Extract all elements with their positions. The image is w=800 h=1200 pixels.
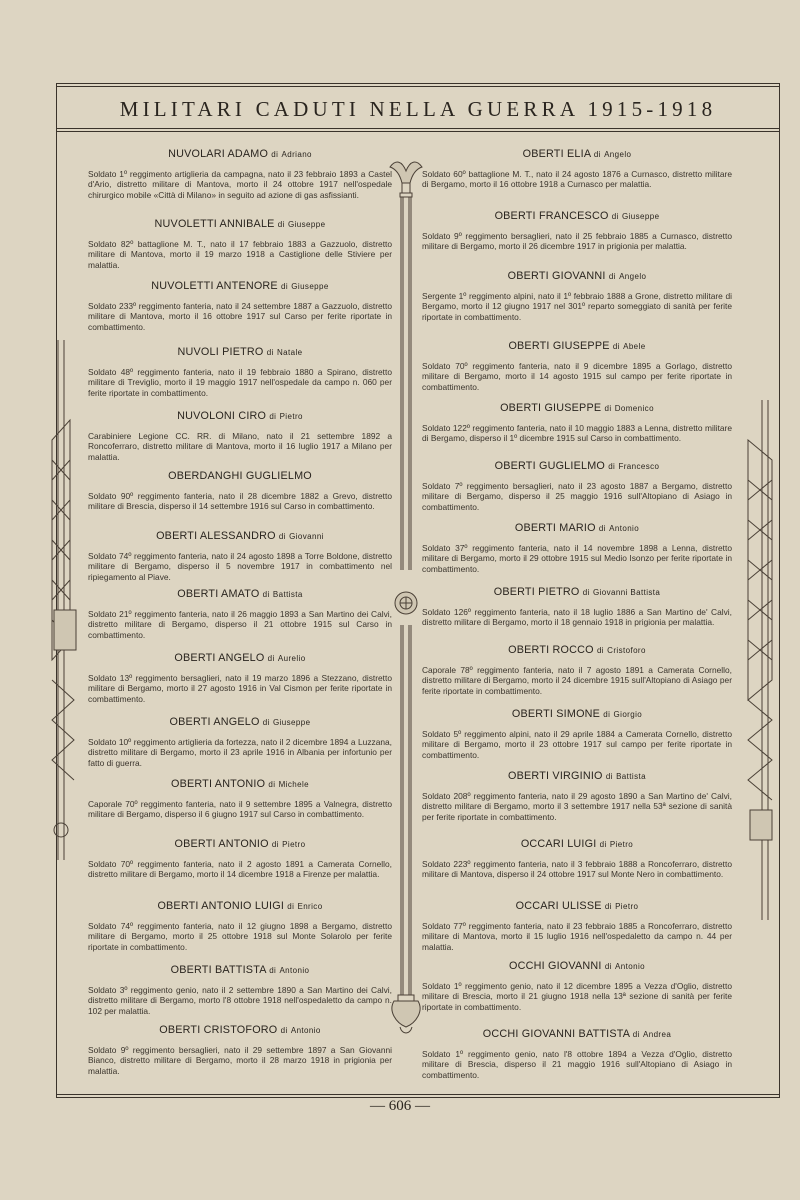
entry-name: OCCHI GIOVANNI di Antonio xyxy=(509,960,645,972)
entry xyxy=(88,470,392,512)
entry-name: OBERTI ANTONIO di Pietro xyxy=(174,838,306,850)
entry xyxy=(88,588,392,640)
entry-text: Soldato 9º reggimento bersaglieri, nato il 29 settembre 1897 a San Giovanni Bianco, distretto militare di Bergamo, morto il 28 marzo 1918 in prigionia per malattia. xyxy=(88,1045,392,1076)
entry xyxy=(422,210,732,252)
entry-name: OBERTI SIMONE di Giorgio xyxy=(511,708,643,720)
entry-name: OBERDANGHI GUGLIELMO xyxy=(168,470,312,482)
entry-name: OBERTI ANGELO di Aurelio xyxy=(174,652,306,664)
entry-text: Soldato 10º reggimento artiglieria da fortezza, nato il 2 dicembre 1894 a Luzzana, distretto militare di Bergamo, morto il 23 aprile 1916 in Albania per infortunio per fatto di guerra. xyxy=(88,737,392,768)
entry xyxy=(88,652,392,704)
footer-rule xyxy=(56,1094,780,1095)
central-column-ornament xyxy=(386,155,426,1055)
entry-name: OBERTI GIUSEPPE di Domenico xyxy=(500,402,654,414)
entry-name: OCCARI ULISSE di Pietro xyxy=(515,900,639,912)
entry xyxy=(422,522,732,574)
entry xyxy=(422,586,732,628)
entry-name: NUVOLETTI ANTENORE di Giuseppe xyxy=(151,280,329,292)
right-trophy-ornament xyxy=(742,400,776,920)
entry xyxy=(88,838,392,880)
left-trophy-ornament xyxy=(50,340,80,860)
entry-text: Soldato 82º battaglione M. T., nato il 17 febbraio 1883 a Gazzuolo, distretto militare di Mantova, morto il 19 marzo 1918 a Castiglione delle Stiviere per malattia. xyxy=(88,239,392,270)
entry-text: Soldato 122º reggimento fanteria, nato il 10 maggio 1883 a Lenna, distretto militare di Bergamo, disperso il 1º dicembre 1915 sul Carso in combattimento. xyxy=(422,423,732,444)
entry-name: NUVOLONI CIRO di Pietro xyxy=(177,410,303,422)
entry xyxy=(422,402,732,444)
entry-name: OBERTI GIOVANNI di Angelo xyxy=(507,270,647,282)
entry-name: OCCHI GIOVANNI BATTISTA di Andrea xyxy=(482,1028,672,1040)
entry-name: OBERTI ANTONIO LUIGI di Enrico xyxy=(157,900,323,912)
entry-text: Soldato 233º reggimento fanteria, nato il 24 settembre 1887 a Gazzuolo, distretto militare di Mantova, morto il 16 ottobre 1917 sul Carso per ferite riportate in combattimento. xyxy=(88,301,392,332)
entry-text: Soldato 208º reggimento fanteria, nato il 29 agosto 1890 a San Martino de' Calvi, distretto militare di Bergamo, morto il 3 settembre 1917 nella 53ª sezione di sanità per ferite riportate in combattimento. xyxy=(422,791,732,822)
entry-name: OBERTI GUGLIELMO di Francesco xyxy=(494,460,660,472)
entry-text: Soldato 3º reggimento genio, nato il 2 settembre 1890 a San Martino dei Calvi, distretto militare di Bergamo, morto l'8 ottobre 1918 nell'ospedaletto da campo n. 102 per malattia. xyxy=(88,985,392,1016)
entry-text: Soldato 5º reggimento alpini, nato il 29 aprile 1884 a Camerata Cornello, distretto militare di Bergamo, morto il 23 ottobre 1917 sul campo per ferite riportate in combattimento. xyxy=(422,729,732,760)
entry-text: Soldato 70º reggimento fanteria, nato il 9 dicembre 1895 a Gorlago, distretto militare di Bergamo, morto il 14 agosto 1915 sul campo per ferite riportate in combattimento. xyxy=(422,361,732,392)
entry-text: Caporale 78º reggimento fanteria, nato il 7 agosto 1891 a Camerata Cornello, distretto militare di Bergamo, morto il 24 dicembre 1915 sull'Altopiano di Asiago per ferite riportate in combattimento. xyxy=(422,665,732,696)
entry-text: Soldato 7º reggimento bersaglieri, nato il 23 agosto 1887 a Bergamo, distretto militare di Bergamo, disperso il 25 maggio 1916 sull'Altopiano di Asiago in combattimento. xyxy=(422,481,732,512)
entry-text: Carabiniere Legione CC. RR. di Milano, nato il 21 settembre 1892 a Roncoferraro, distretto militare di Mantova, morto il 16 luglio 1917 a Milano per malattia. xyxy=(88,431,392,462)
entry-name: OBERTI ELIA di Angelo xyxy=(522,148,632,160)
entry-name: NUVOLARI ADAMO di Adriano xyxy=(168,148,312,160)
entry-text: Soldato 37º reggimento fanteria, nato il 14 novembre 1898 a Lenna, distretto militare di Bergamo, morto il 29 ottobre 1915 sul Medio Isonzo per ferite riportate in combattimento. xyxy=(422,543,732,574)
entry-name: OCCARI LUIGI di Pietro xyxy=(520,838,634,850)
entry-text: Soldato 223º reggimento fanteria, nato il 3 febbraio 1888 a Roncoferraro, distretto militare di Mantova, disperso il 24 ottobre 1917 sul Monte Nero in combattimento. xyxy=(422,859,732,880)
entry xyxy=(88,410,392,462)
entry-text: Soldato 74º reggimento fanteria, nato il 12 giugno 1898 a Bergamo, distretto militare di Bergamo, morto il 25 ottobre 1918 sul Monte Solarolo per ferite riportate in combattimento. xyxy=(88,921,392,952)
entry-text: Soldato 48º reggimento fanteria, nato il 19 febbraio 1880 a Spirano, distretto militare di Treviglio, morto il 19 maggio 1917 nell'ospedale da campo n. 060 per ferite riportate in combattimento. xyxy=(88,367,392,398)
entry xyxy=(88,346,392,398)
entry-text: Soldato 126º reggimento fanteria, nato il 18 luglio 1886 a San Martino de' Calvi, distretto militare di Bergamo, morto il 18 gennaio 1918 in prigionia per malattia. xyxy=(422,607,732,628)
page-number: — 606 — xyxy=(370,1098,430,1114)
entry-name: OBERTI ANTONIO di Michele xyxy=(170,778,309,790)
entry xyxy=(88,280,392,332)
entry xyxy=(88,1024,392,1076)
entry xyxy=(422,644,732,696)
entry-text: Sergente 1º reggimento alpini, nato il 1º febbraio 1888 a Grone, distretto militare di Bergamo, morto il 12 giugno 1917 nel 301º reparto someggiato di sanità per ferite riportate in combattimento. xyxy=(422,291,732,322)
entry xyxy=(88,218,392,270)
entry-text: Soldato 9º reggimento bersaglieri, nato il 25 febbraio 1885 a Curnasco, distretto militare di Bergamo, morto il 26 dicembre 1917 in prigionia per malattia. xyxy=(422,231,732,252)
entry xyxy=(88,148,392,200)
entry xyxy=(88,900,392,952)
entry-name: OBERTI VIRGINIO di Battista xyxy=(508,770,646,782)
entry-text: Soldato 13º reggimento bersaglieri, nato il 19 marzo 1896 a Stezzano, distretto militare di Bergamo, morto il 27 agosto 1916 in Val Cismon per ferite riportate in combattimento. xyxy=(88,673,392,704)
entry xyxy=(88,530,392,582)
entry-text: Soldato 70º reggimento fanteria, nato il 2 agosto 1891 a Camerata Cornello, distretto militare di Bergamo, morto il 14 dicembre 1918 a Firenze per malattia. xyxy=(88,859,392,880)
entry xyxy=(422,270,732,322)
entry xyxy=(88,778,392,820)
entry-name: OBERTI ROCCO di Cristoforo xyxy=(508,644,646,656)
entry-name: OBERTI FRANCESCO di Giuseppe xyxy=(494,210,660,222)
entry-name: OBERTI PIETRO di Giovanni Battista xyxy=(493,586,661,598)
entry-name: OBERTI CRISTOFORO di Antonio xyxy=(159,1024,321,1036)
entry xyxy=(422,838,732,880)
entry-name: NUVOLI PIETRO di Natale xyxy=(177,346,303,358)
frame-top-rule xyxy=(56,83,780,87)
entry xyxy=(422,900,732,952)
entry-text: Soldato 21º reggimento fanteria, nato il 26 maggio 1893 a San Martino dei Calvi, distretto militare di Bergamo, disperso il 21 ottobre 1915 sul Carso in combattimento. xyxy=(88,609,392,640)
page-header xyxy=(56,90,780,129)
page-title: MILITARI CADUTI NELLA GUERRA 1915-1918 xyxy=(119,96,717,121)
entry-text: Soldato 74º reggimento fanteria, nato il 24 agosto 1898 a Torre Boldone, distretto militare di Bergamo, disperso il 5 novembre 1917 in combattimento nel ripiegamento al Piave. xyxy=(88,551,392,582)
entry-name: OBERTI GIUSEPPE di Abele xyxy=(508,340,646,352)
entry-name: OBERTI ALESSANDRO di Giovanni xyxy=(156,530,324,542)
entry xyxy=(422,148,732,190)
entry-name: OBERTI AMATO di Battista xyxy=(177,588,303,600)
entry xyxy=(422,460,732,512)
entry-name: NUVOLETTI ANNIBALE di Giuseppe xyxy=(154,218,326,230)
entry xyxy=(422,960,732,1012)
entry xyxy=(88,716,392,768)
entry xyxy=(88,964,392,1016)
entry-text: Soldato 77º reggimento fanteria, nato il 23 febbraio 1885 a Roncoferraro, distretto militare di Mantova, morto il 15 luglio 1916 nell'ospedaletto da campo n. 44 per malattia. xyxy=(422,921,732,952)
entry-text: Soldato 1º reggimento artiglieria da campagna, nato il 23 febbraio 1893 a Castel d'Ario, distretto militare di Mantova, morto il 24 ottobre 1917 nell'ospedale chirurgico mobile «Città di Milano» in seguito ad azione di gas asfissianti. xyxy=(88,169,392,200)
entry xyxy=(422,1028,732,1080)
entry-text: Soldato 1º reggimento genio, nato l'8 ottobre 1894 a Vezza d'Oglio, distretto militare di Brescia, disperso il 21 maggio 1916 sull'Altopiano di Asiago in combattimento. xyxy=(422,1049,732,1080)
entry-name: OBERTI BATTISTA di Antonio xyxy=(170,964,310,976)
entry-name: OBERTI ANGELO di Giuseppe xyxy=(169,716,311,728)
entry-text: Caporale 70º reggimento fanteria, nato il 9 settembre 1895 a Valnegra, distretto militare di Bergamo, disperso il 6 giugno 1917 sul Carso in combattimento. xyxy=(88,799,392,820)
entry-text: Soldato 60º battaglione M. T., nato il 24 agosto 1876 a Curnasco, distretto militare di Bergamo, morto il 16 ottobre 1918 a Curnasco per malattia. xyxy=(422,169,732,190)
entry xyxy=(422,708,732,760)
entry xyxy=(422,770,732,822)
header-rule xyxy=(56,131,780,132)
entry-text: Soldato 90º reggimento fanteria, nato il 28 dicembre 1882 a Grevo, distretto militare di Brescia, disperso il 14 settembre 1916 sul Carso in combattimento. xyxy=(88,491,392,512)
entry-name: OBERTI MARIO di Antonio xyxy=(514,522,640,534)
entry xyxy=(422,340,732,392)
entry-text: Soldato 1º reggimento genio, nato il 12 dicembre 1895 a Vezza d'Oglio, distretto militare di Brescia, morto il 21 giugno 1918 nella 13ª sezione di sanità per ferite riportate in combattimento. xyxy=(422,981,732,1012)
